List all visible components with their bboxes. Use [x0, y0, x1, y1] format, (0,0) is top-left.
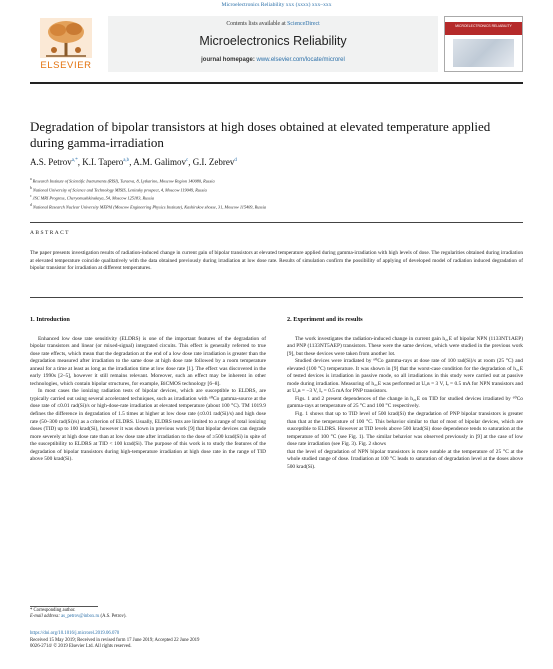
- right-column: [287, 316, 523, 471]
- copyright-line: 0026-2714/ © 2019 Elsevier Ltd. All rights reserved.: [30, 644, 132, 650]
- paragraph: that the level of degradation of NPN bipolar transistors is more notable at the temperature of 25 °C at the whole studied range of dose. Irradiation at 100 °C leads to saturation of degradation level at the doses above 500 krad(Si).: [287, 448, 523, 470]
- author-sup[interactable]: c: [185, 158, 189, 163]
- email-suffix: (A.S. Petrov).: [99, 614, 127, 620]
- footnote: [30, 608, 330, 621]
- author-name[interactable]: G.I. Zebrev: [192, 157, 235, 167]
- abstract-heading: ABSTRACT: [30, 230, 70, 236]
- abstract-top-divider: [30, 222, 523, 223]
- publisher-name: ELSEVIER: [40, 60, 92, 71]
- doi-link[interactable]: https://doi.org/10.1016/j.microrel.2019.06.070: [30, 631, 120, 636]
- sciencedirect-link[interactable]: ScienceDirect: [287, 21, 320, 27]
- elsevier-logo[interactable]: [30, 16, 102, 72]
- homepage-prefix: journal homepage:: [201, 57, 257, 63]
- paragraph: Studied devices were irradiated by ⁶⁰Co gamma-rays at dose rate of 100 rad(Si)/s at room (25 °C) and elevated (100 °C) temperature. It was shown in [9] that the worst-case condition for the degradation of h₂₁E of tested devices is irradiation in passive mode, so all irradiations in this study were carried out at passive mode during irradiation. Measuring of h₂₁E was performed at U꜀ʙ = 3 V, Iₑ = 0.5 mA for NPN transistors and at U꜀ʙ = −3 V, Iₑ = 0.5 mA for PNP transistors.: [287, 358, 523, 395]
- affiliation: [30, 202, 510, 211]
- affiliation-sup: a: [30, 177, 32, 181]
- doi-block: [30, 631, 330, 651]
- top-citation: Microelectronics Reliability xxx (xxxx) xxx–xxx: [221, 2, 332, 8]
- affiliation: [30, 185, 510, 194]
- affiliation-sup: c: [30, 194, 32, 199]
- abstract-text: The paper presents investigation results of radiation-induced change in current gain of bipolar transistors at elevated temperature applied during gamma-irradiation with high levels of dose. The regularities obtained during irradiation at elevated temperature coincide qualitatively with the data obtained previously during irradiation at low dose rate. Results of simulation confirm the possibility of applying of developed model of radiation induced degradation of bipolar transistor for irradiation at different temperatures.: [30, 250, 523, 272]
- journal-cover-thumbnail[interactable]: [444, 16, 523, 72]
- masthead-center: [108, 16, 438, 72]
- paragraph: Enhanced low dose rate sensitivity (ELDRS) is one of the important features of the degradation of bipolar transistors and linear (or mixed-signal) integrated circuits. This effect is generally referred to true dose rate effects, which mean that the degradation at the end of a low dose rate irradiation is greater than the degradation measured after irradiation to the same dose at high dose rate followed by a room temperature anneal for a time at least as long as the irradiation time at low dose rate [1]. The effect was discovered in the early 1990s [2–5], however it still remains relevant. Moreover, such an effect may be inherent in other technologies, which contain bipolar structures, for example, BiCMOS technology [6–8].: [30, 335, 266, 387]
- author-name[interactable]: A.S. Petrov: [30, 157, 72, 167]
- footnote-divider: [30, 606, 98, 607]
- contents-line: [108, 21, 438, 27]
- article-dates: Received 15 May 2019; Received in revised form 17 June 2019; Accepted 22 June 2019: [30, 637, 200, 643]
- affiliations: [30, 176, 510, 211]
- journal-masthead: [30, 16, 523, 72]
- section-heading: 1. Introduction: [30, 316, 70, 323]
- author-name[interactable]: A.M. Galimov: [133, 157, 186, 167]
- left-column: [30, 316, 266, 464]
- homepage-line: [108, 57, 438, 63]
- affiliation-text: Research Institute of Scientific Instruments (RISI), Turaeva, 8, Lytkarino, Moscow Region 140080, Russia: [32, 178, 215, 184]
- affiliation-sup: b: [30, 185, 32, 190]
- author-sup[interactable]: a,*: [71, 158, 78, 163]
- email-label: E-mail address:: [30, 614, 62, 620]
- affiliation-text: JSC MRI Progress, Cheryomushkinskaya, 54, Moscow 125183, Russia: [32, 195, 154, 201]
- email-link[interactable]: as_petrov@inbox.ru: [61, 614, 100, 620]
- paragraph: Fig. 1 shows that up to TID level of 500 krad(Si) the degradation of PNP bipolar transistors is greater than that at the temperature of 100 °C. This behavior similar to that of most of bipolar devices, which are susceptible to ELDRS. However at TID levels above 500 krad(Si) dose dependence tends to saturation at the temperature of 100 °C (see Fig. 1). The similar behavior was observed previously in [9] at the case of low dose rate irradiation (see Fig. 3). Fig. 2 shows: [287, 411, 523, 448]
- article-title: Degradation of bipolar transistors at high doses obtained at elevated temperature applied during gamma-irradiation: [30, 119, 491, 150]
- header-divider: [30, 82, 523, 84]
- section-heading: 2. Experiment and its results: [287, 316, 363, 323]
- cover-image: [453, 39, 514, 67]
- author-name[interactable]: K.I. Tapero: [82, 157, 124, 167]
- elsevier-tree-icon: [40, 18, 92, 58]
- author-sup[interactable]: d: [234, 158, 237, 163]
- author-sup[interactable]: a,b: [123, 158, 130, 163]
- affiliation: [30, 193, 510, 202]
- email-line: [30, 614, 330, 620]
- author-list: A.S. Petrov$^{a,*}$, K.I. Tapero$^{a,b}$, A.M. Galimov$^c$, G.I. Zebrev$^d$: [30, 157, 237, 167]
- affiliation: [30, 176, 510, 185]
- contents-prefix: Contents lists available at: [226, 21, 288, 27]
- corresponding-author-note: * Corresponding author.: [30, 608, 76, 613]
- paragraph: The work investigates the radiation-induced change in current gain h₂₁E of bipolar NPN (1133NT1AEP) and PNP (1133NT5AEP) transistors. These were the same devices, which were studied in the previous work [9], but these devices were taken from another lot.: [287, 335, 523, 357]
- paragraph: Figs. 1 and 2 present dependences of the change in h₂₁E on TID for studied devices irradiated by ⁶⁰Co gamma-rays at temperature of 25 °C and 100 °C respectively.: [287, 395, 523, 410]
- cover-title: MICROELECTRONICS RELIABILITY: [445, 22, 522, 35]
- homepage-link[interactable]: www.elsevier.com/locate/microrel: [256, 57, 345, 63]
- abstract-bottom-divider: [30, 297, 523, 298]
- paragraph: In most cases the ionizing radiation tests of bipolar devices, which are susceptible to ELDRS, are typically carried out using several accelerated techniques, such as irradiation with ⁶⁰Co gamma-source at the dose rate of ≤0.01 rad(Si)/s or high-dose-rate irradiation at elevated temperature (about 100 °C). TM 1019.9 defines the difference in degradation of 1.5 times at higher at low dose rate (≤0.01 rad(Si)/s) and high dose rate (50–300 rad(Si)/s) as a criterion of ELDRS. Usually, ELDRS tests are limited to a range of total ionizing doses (TID) up to 100 krad(Si), however it was shown in previous work [9] that bipolar devices can degrade more severely at high dose rate than at low dose rate after irradiation to the dose of ≥500 krad(Si) in spite of the susceptibility to ELDRS at TID < 100 krad(Si). The purpose of this work is to study the features of the degradation of bipolar transistors during high-temperature irradiation at high dose rate in the range of TID above 500 krad(Si).: [30, 388, 266, 463]
- affiliation-text: National Research Nuclear University MEPhI (Moscow Engineering Physics Institute), Kashirskoe shosse, 31, Moscow 115409, Russia: [32, 204, 267, 210]
- journal-title[interactable]: Microelectronics Reliability: [199, 34, 347, 48]
- affiliation-text: National University of Science and Technology MISIS, Leninsky prospect, 4, Moscow 119049, Russia: [32, 187, 207, 193]
- affiliation-sup: d: [30, 203, 32, 208]
